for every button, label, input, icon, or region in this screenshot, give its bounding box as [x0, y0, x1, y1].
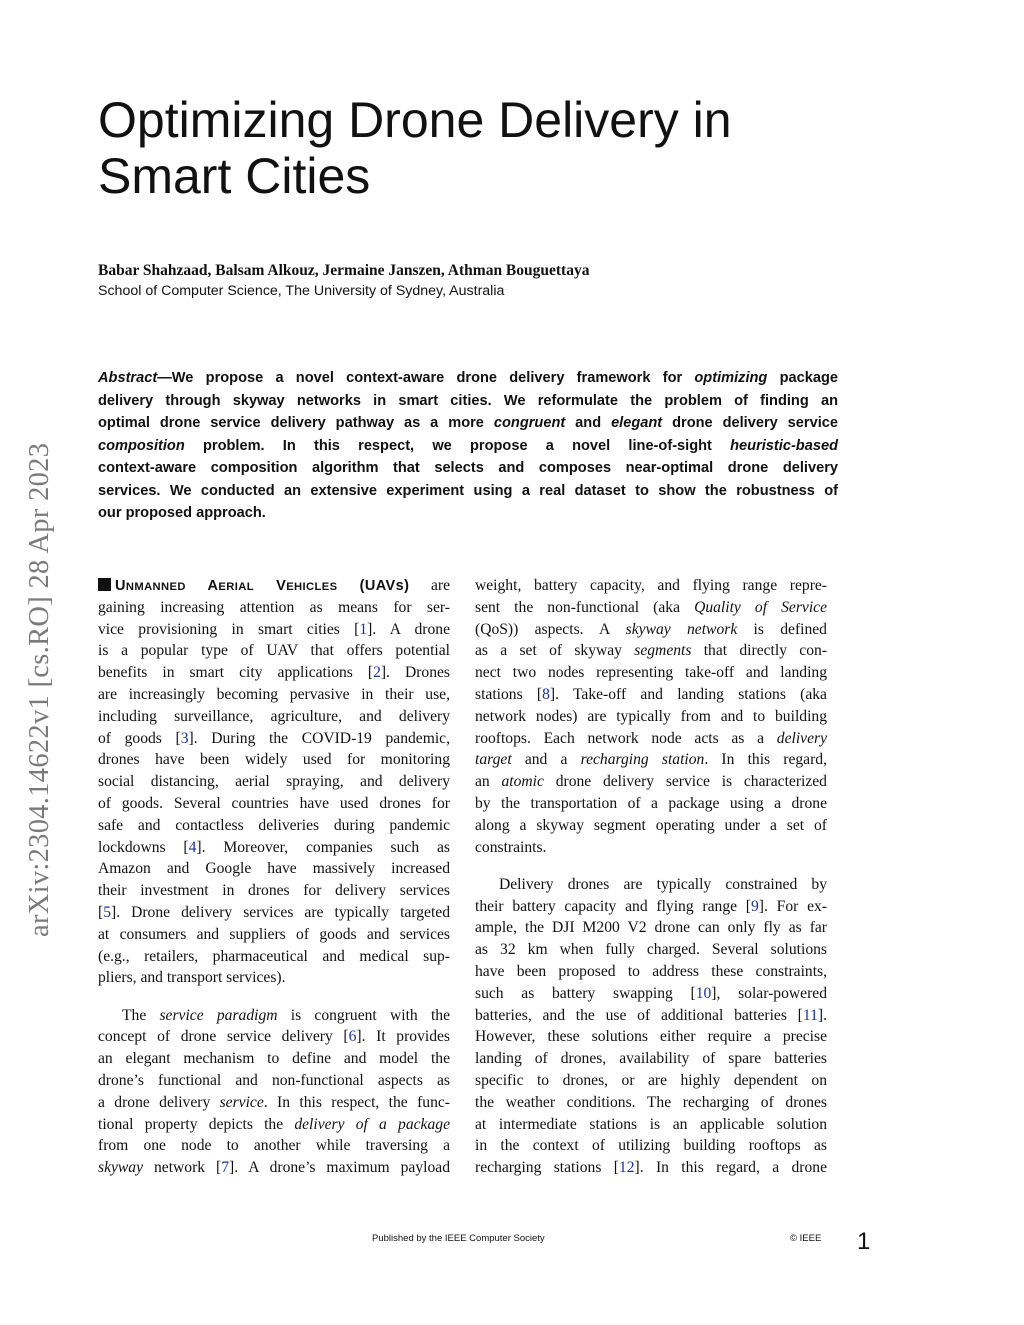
page-number: 1	[857, 1228, 871, 1255]
body-line: as a set of skyway segments that directly con-	[475, 642, 827, 660]
section-start-square-icon	[98, 578, 111, 591]
body-line: tional property depicts the delivery of a package	[98, 1115, 450, 1133]
abstract-line: delivery through skyway networks in smart cities. We reformulate the problem of finding an	[98, 392, 838, 409]
body-line: at consumers and suppliers of goods and services	[98, 925, 450, 943]
body-line: landing of drones, availability of spare batteries	[475, 1050, 827, 1068]
body-line: batteries, and the use of additional batteries [11].	[475, 1006, 827, 1024]
body-line: are increasingly becoming pervasive in their use,	[98, 685, 450, 703]
body-line: gaining increasing attention as means for ser-	[98, 598, 450, 616]
body-line: benefits in smart city applications [2]. Drones	[98, 664, 450, 682]
footer-publisher: Published by the IEEE Computer Society	[372, 1233, 545, 1244]
abstract-line: composition problem. In this respect, we propose a novel line-of-sight heuristic-based	[98, 437, 838, 454]
arxiv-identifier-stamp: arXiv:2304.14622v1 [cs.RO] 28 Apr 2023	[24, 442, 55, 937]
body-line: a drone delivery service. In this respect, the func-	[98, 1093, 450, 1111]
body-line: network nodes) are typically from and to building	[475, 707, 827, 725]
citation-link[interactable]: 4	[188, 838, 197, 856]
body-line: have been proposed to address these constraints,	[475, 962, 827, 980]
body-line: Delivery drones are typically constrained by	[499, 875, 827, 893]
body-line: of goods [3]. During the COVID-19 pandemic,	[98, 729, 450, 747]
body-line: (e.g., retailers, pharmaceutical and medical sup-	[98, 947, 450, 965]
body-line: an elegant mechanism to define and model the	[98, 1050, 450, 1068]
body-line: stations [8]. Take-off and landing stations (aka	[475, 685, 827, 703]
body-line: from one node to another while traversing a	[98, 1137, 450, 1155]
body-line: UNMANNED AERIAL VEHICLES (UAVs) are	[98, 575, 450, 597]
abstract-line: optimal drone service delivery pathway as a more congruent and elegant drone delivery service	[98, 415, 839, 431]
body-line: drone’s functional and non-functional aspects as	[98, 1071, 450, 1089]
body-column-right	[475, 575, 827, 1179]
title-line-2: Smart Cities	[98, 148, 371, 204]
body-line: their investment in drones for delivery services	[98, 882, 450, 900]
citation-link[interactable]: 7	[221, 1159, 230, 1177]
body-line: [5]. Drone delivery services are typically targeted	[98, 903, 450, 921]
body-line: However, these solutions either require a precise	[475, 1028, 827, 1046]
body-line: weight, battery capacity, and flying range repre-	[475, 577, 827, 594]
body-line: is a popular type of UAV that offers potential	[98, 642, 450, 660]
title-line-1: Optimizing Drone Delivery in	[98, 92, 732, 148]
body-line: skyway network [7]. A drone’s maximum payload	[98, 1159, 450, 1177]
abstract-line: services. We conducted an extensive experiment using a real dataset to show the robustness of	[98, 482, 838, 499]
body-line: social distancing, aerial spraying, and delivery	[98, 773, 450, 791]
body-line: (QoS)) aspects. A skyway network is defined	[475, 620, 827, 638]
body-line: recharging stations [12]. In this regard, a drone	[475, 1159, 827, 1177]
body-line: specific to drones, or are highly dependent on	[475, 1071, 827, 1089]
citation-link[interactable]: 10	[695, 984, 712, 1002]
citation-link[interactable]: 1	[359, 620, 368, 638]
abstract-label: Abstract	[98, 370, 158, 386]
abstract	[98, 367, 838, 525]
citation-link[interactable]: 3	[180, 729, 189, 747]
body-line: safe and contactless deliveries during pandemic	[98, 816, 450, 834]
body-line: the weather conditions. The recharging of drones	[475, 1093, 827, 1111]
body-line: in the context of utilizing building rooftops as	[475, 1137, 827, 1155]
body-line: of goods. Several countries have used drones for	[98, 794, 450, 812]
section-lead-in: UNMANNED AERIAL VEHICLES (UAVs)	[115, 578, 410, 594]
body-line: their battery capacity and flying range [9]. For ex-	[475, 897, 827, 915]
abstract-line: our proposed approach.	[98, 505, 266, 521]
body-line: sent the non-functional (aka Quality of Service	[475, 598, 827, 616]
citation-link[interactable]: 9	[751, 897, 759, 915]
citation-link[interactable]: 11	[802, 1006, 818, 1024]
body-line: Amazon and Google have massively increased	[98, 860, 450, 878]
author-list: Babar Shahzaad, Balsam Alkouz, Jermaine Janszen, Athman Bouguettaya	[98, 262, 590, 279]
affiliation: School of Computer Science, The University of Sydney, Australia	[98, 283, 505, 299]
body-line: pliers, and transport services).	[98, 969, 286, 987]
body-line: The service paradigm is congruent with the	[122, 1006, 450, 1024]
citation-link[interactable]: 12	[618, 1159, 635, 1177]
body-line: an atomic drone delivery service is characterized	[475, 773, 827, 791]
body-line: by the transportation of a package using a drone	[475, 794, 827, 812]
body-line: rooftops. Each network node acts as a delivery	[475, 729, 827, 747]
body-column-left	[98, 575, 450, 1179]
abstract-line: context-aware composition algorithm that selects and composes near-optimal drone delivery	[98, 460, 838, 476]
citation-link[interactable]: 2	[373, 664, 381, 682]
body-line: vice provisioning in smart cities [1]. A drone	[98, 620, 450, 638]
citation-link[interactable]: 6	[348, 1028, 357, 1046]
body-line: constraints.	[475, 838, 547, 856]
body-line: along a skyway segment operating under a set of	[475, 816, 827, 834]
body-line: ample, the DJI M200 V2 drone can only fly as far	[475, 919, 827, 937]
body-line: concept of drone service delivery [6]. It provides	[98, 1028, 450, 1046]
body-line: as 32 km when fully charged. Several solutions	[475, 941, 827, 959]
citation-link[interactable]: 8	[542, 685, 550, 703]
body-line: lockdowns [4]. Moreover, companies such as	[98, 838, 450, 856]
paper-title	[98, 92, 858, 204]
abstract-line: Abstract—We propose a novel context-aware drone delivery framework for optimizing package	[98, 370, 838, 386]
body-line: including surveillance, agriculture, and delivery	[98, 707, 450, 725]
body-line: such as battery swapping [10], solar-powered	[475, 984, 827, 1002]
citation-link[interactable]: 5	[103, 903, 111, 921]
body-line: nect two nodes representing take-off and landing	[475, 664, 827, 682]
body-line: drones have been widely used for monitoring	[98, 751, 450, 769]
body-line: at intermediate stations is an applicable solution	[475, 1115, 827, 1133]
body-line: target and a recharging station. In this regard,	[475, 751, 827, 769]
footer-copyright: © IEEE	[790, 1233, 822, 1244]
